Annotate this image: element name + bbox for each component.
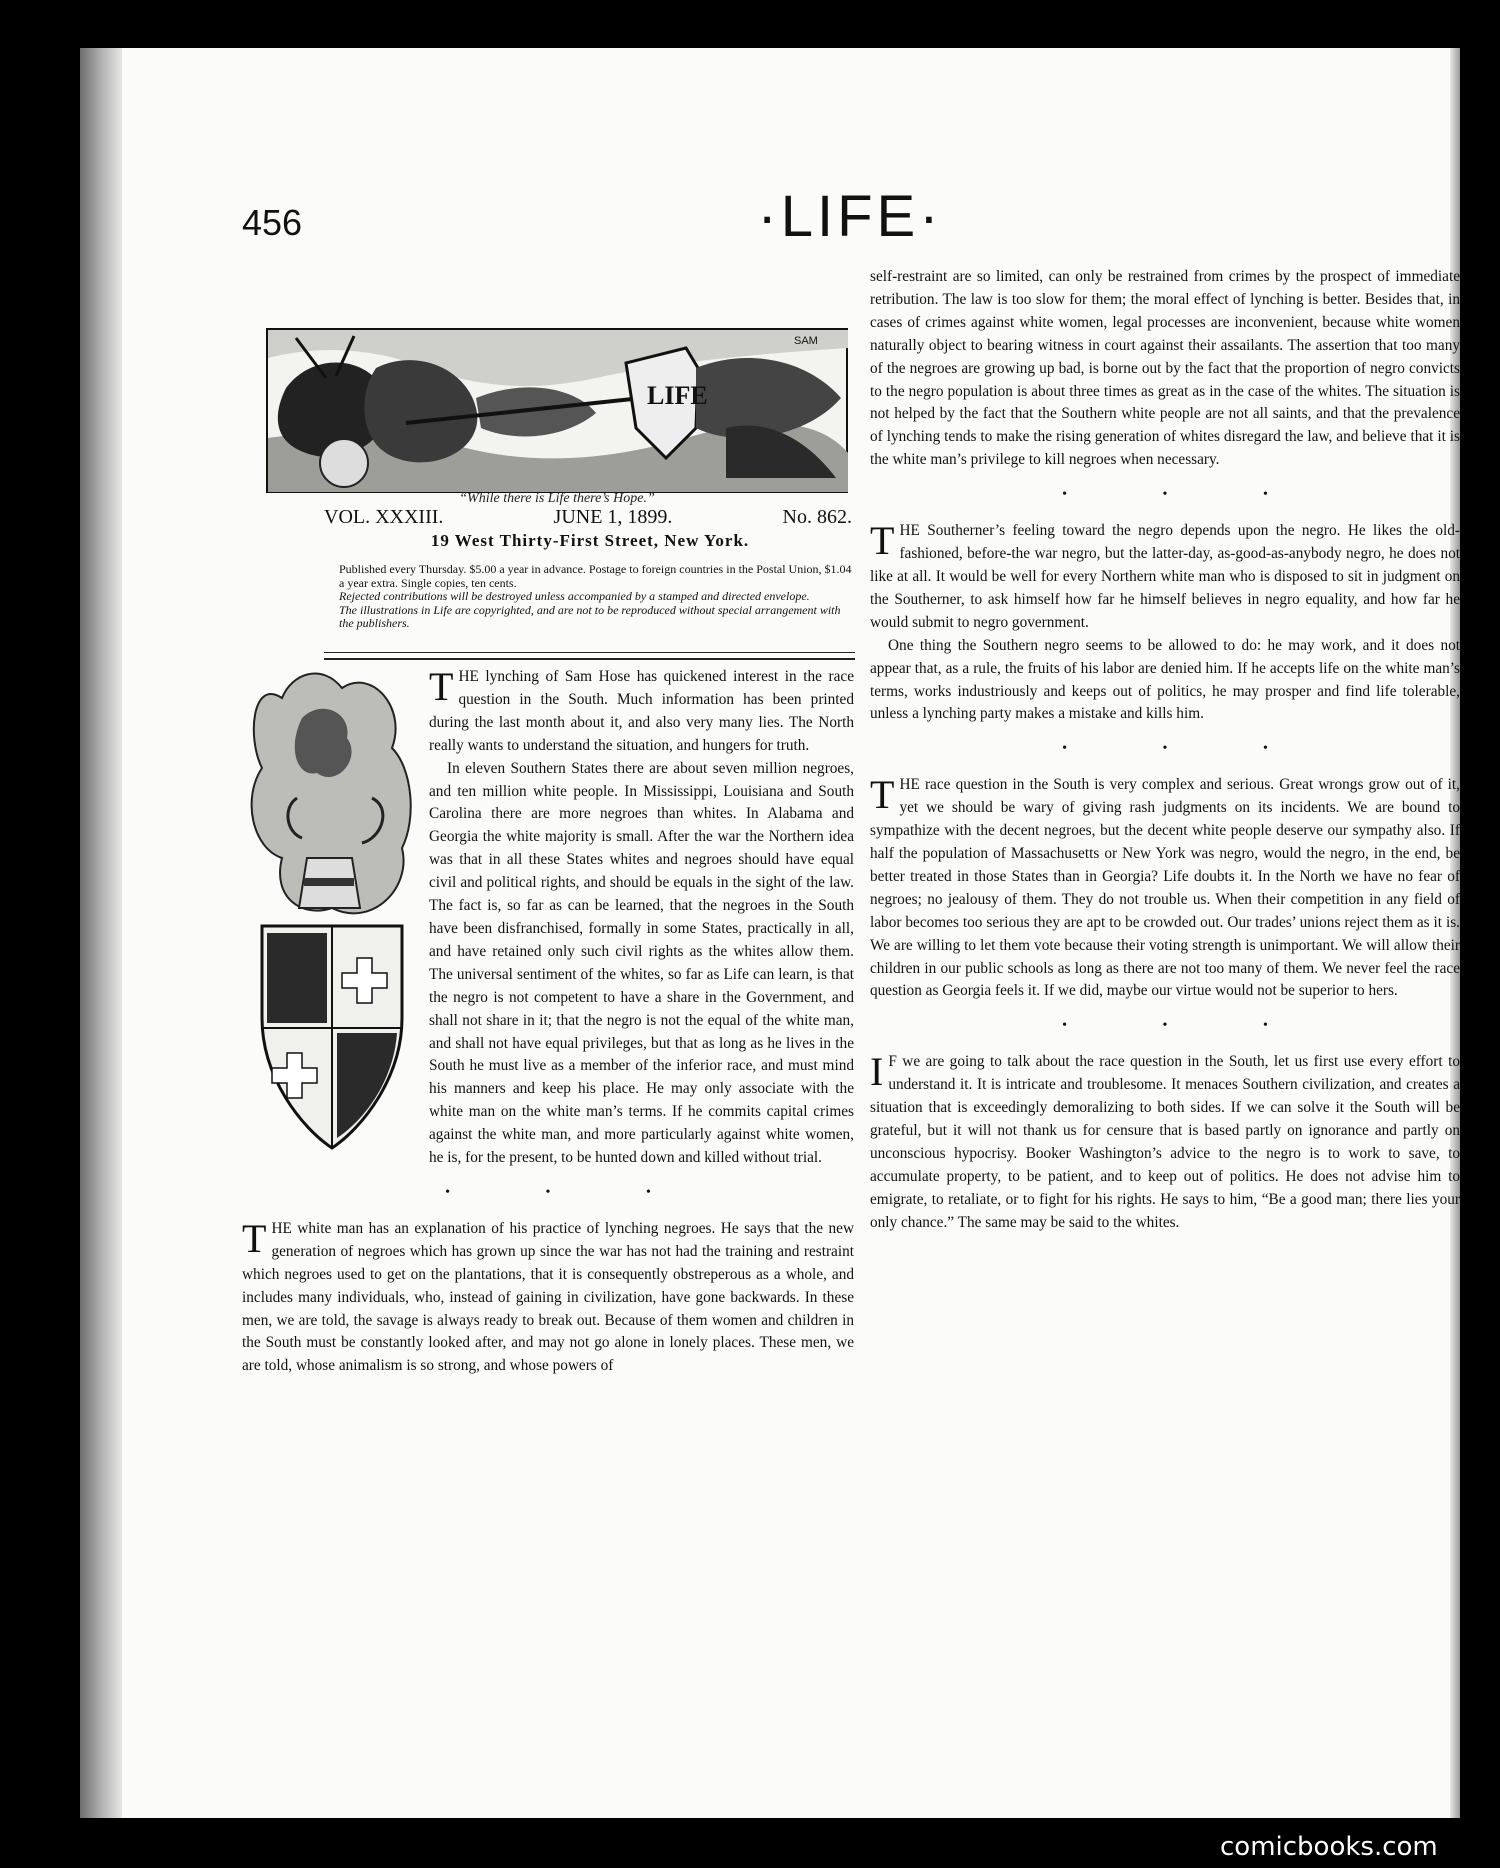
left-column	[242, 666, 854, 1378]
site-watermark: comicbooks.com	[1220, 1832, 1438, 1862]
dropcap: T	[242, 1215, 267, 1261]
article-white-man-explanation	[242, 1215, 854, 1378]
issue-number: No. 862.	[782, 506, 852, 528]
copyright-note: The illustrations in Life are copyrighted, and are not to be reproduced without special arrangement with the publishers.	[339, 602, 841, 630]
article-race-question-complex	[870, 774, 1460, 1003]
publisher-address: 19 West Thirty-First Street, New York.	[430, 531, 750, 550]
paragraph-text: HE white man has an explanation of his practice of lynching negroes. He says that the new generation of negroes which has grown up since the war has not had the training and restraint which negroes used to get on the plantations, that it is consequently obstreperous as a whole, and includes many individuals, who, instead of gaining in civilization, have gone backwards. In these men, we are told, the savage is always ready to break out. Because of them women and children in the South must be constantly looked after, and may not go alone in lonely places. These men, we are told, whose animalism is so strong, and whose powers of	[242, 1219, 854, 1375]
section-separator: • • •	[445, 1184, 697, 1200]
section-separator: • • •	[1062, 741, 1314, 757]
dropcap: I	[870, 1049, 884, 1095]
shield-lettering: LIFE	[647, 381, 708, 410]
section-separator: • • •	[1062, 487, 1314, 503]
article-southern-states: In eleven Southern States there are about seven million negroes, and ten million white people. In Mississippi, Louisiana and South Carolina there are more negroes than whites. In Alabama and Georgia the white majority is small. After the war the Northern idea was that in all these States whites and negroes should have equal civil and political rights, and should be equals in the sight of the law. The fact is, so far as can be learned, that the negroes in the South have been disfranchised, formally in some States, practically in all, and have retained only such civil rights as the whites allow them. The universal sentiment of the whites, so far as Life can learn, is that the negro is not competent to have a share in the Government, and shall not share in it; that the negro is not the equal of the white man, and shall not have equal privileges, but that as long as he lives in the South he must live as a member of the inferior race, and must mind his manners and keep his place. He may only associate with the white man on the white man’s terms. If he commits capital crimes against the white man, and more particularly against white women, he is, for the present, to be hunted down and killed without trial.	[429, 759, 854, 1167]
dropcap: T	[870, 518, 895, 564]
knight-and-demons-illustration	[266, 328, 848, 493]
coat-of-arms-icon	[242, 658, 417, 1153]
section-separator: • • •	[1062, 1018, 1314, 1034]
continued-paragraph: self-restraint are so limited, can only be restrained from crimes by the prospect of immediate retribution. The law is too slow for them; the moral effect of lynching is better. Besides that, in cases of crimes against white women, legal processes are inconvenient, because white women naturally object to bearing witness in court against their assailants. The assertion that too many of the negroes are growing up bad, is borne out by the fact that the proportion of negro convicts to the negro population is about three times as great as in the case of the whites. The situation is not helped by the fact that the Southern white people are not all saints, and that the prevalence of lynching tends to make the rising generation of whites disregard the law, and believe that it is the white man’s privilege to kill negroes when necessary.	[870, 268, 1460, 469]
masthead-title: ·LIFE·	[757, 184, 943, 249]
article-southern-negro-work: One thing the Southern negro seems to be allowed to do: he may work, and it does not appear that, as a rule, the fruits of his labor are denied him. If he accepts life on the white man’s terms, works industriously and keeps out of politics, he may prosper and find life tolerable, unless a lynching party makes a mistake and kills him.	[870, 636, 1460, 723]
artist-signature: SAM	[794, 335, 818, 347]
paragraph-text: HE race question in the South is very complex and serious. Great wrongs grow out of it, yet we should be wary of giving rash judgments on its incidents. We are bound to sympathize with the decent negroes, but the decent white people deserve our sympathy also. If half the population of Massachusetts or New York was negro, would the negro, in the end, be better treated in those States than in Georgia? Life doubts it. In the North we have no fear of negroes; no jealousy of them. They do not trouble us. When their competition in any field of labor becomes too serious they are apt to be crowded out. Our trades’ unions reject them as it is. We are willing to let them vote because their voting strength is unimportant. We will allow their children in our public schools as long as there are not too many of them. We never feel the race question as Georgia feels it. If we did, maybe our virtue would not be superior to hers.	[870, 776, 1460, 1000]
contributions-note: Rejected contributions will be destroyed unless accompanied by a stamped and directed envelope.	[339, 589, 810, 603]
page-number: 456	[242, 202, 303, 243]
dropcap: T	[429, 664, 454, 709]
heraldic-crest-illustration	[242, 658, 417, 1153]
subscription-note: Published every Thursday. $5.00 a year in advance. Postage to foreign countries in the Postal Union, $1.04 a year extra. Single copies, ten cents.	[339, 562, 852, 590]
paragraph-text: HE Southerner’s feeling toward the negro depends upon the negro. He likes the old-fashioned, before-the war negro, but the latter-day, as-good-as-anybody negro, he does not like at all. It would be well for every Northern white man who is disposed to sit in judgment on the Southerner, to ask himself how far he himself believes in negro equality, and how far he would submit to negro government.	[870, 522, 1460, 631]
issue-info-line	[324, 506, 852, 529]
illustration-caption: “While there is Life there’s Hope.”	[459, 491, 655, 506]
issue-date: JUNE 1, 1899.	[553, 506, 673, 528]
magazine-page	[80, 48, 1460, 1818]
article-southerner-feeling	[870, 520, 1460, 635]
page-binding-shadow	[80, 48, 122, 1818]
volume-label: VOL. XXXIII.	[324, 506, 444, 528]
paragraph-text: F we are going to talk about the race question in the South, let us first use every effort to understand it. It is intricate and troublesome. It menaces Southern civilization, and creates a situation that is exceedingly demoralizing to both sides. If we can solve it the South will be grateful, but it will not thank us for censure that is based partly on ignorance and partly on unconscious hypocrisy. Booker Washington’s advice to the negro is to work to save, to accumulate property, to be patient, and to keep out of politics. He does not advise him to emigrate, to retaliate, or to fight for his rights. He says to him, “Be a good man; there lies your only chance.” The same may be said to the whites.	[870, 1053, 1460, 1231]
article-understand-race-question	[870, 1051, 1460, 1234]
paragraph-text: HE lynching of Sam Hose has quickened interest in the race question in the South. Much information has been printed during the last month about it, and also very many lies. The North really wants to understand the situation, and hungers for truth.	[429, 668, 854, 754]
dropcap: T	[870, 772, 895, 818]
right-column	[870, 266, 1460, 1235]
masthead-illustration	[266, 328, 848, 493]
publication-notes	[339, 563, 854, 631]
